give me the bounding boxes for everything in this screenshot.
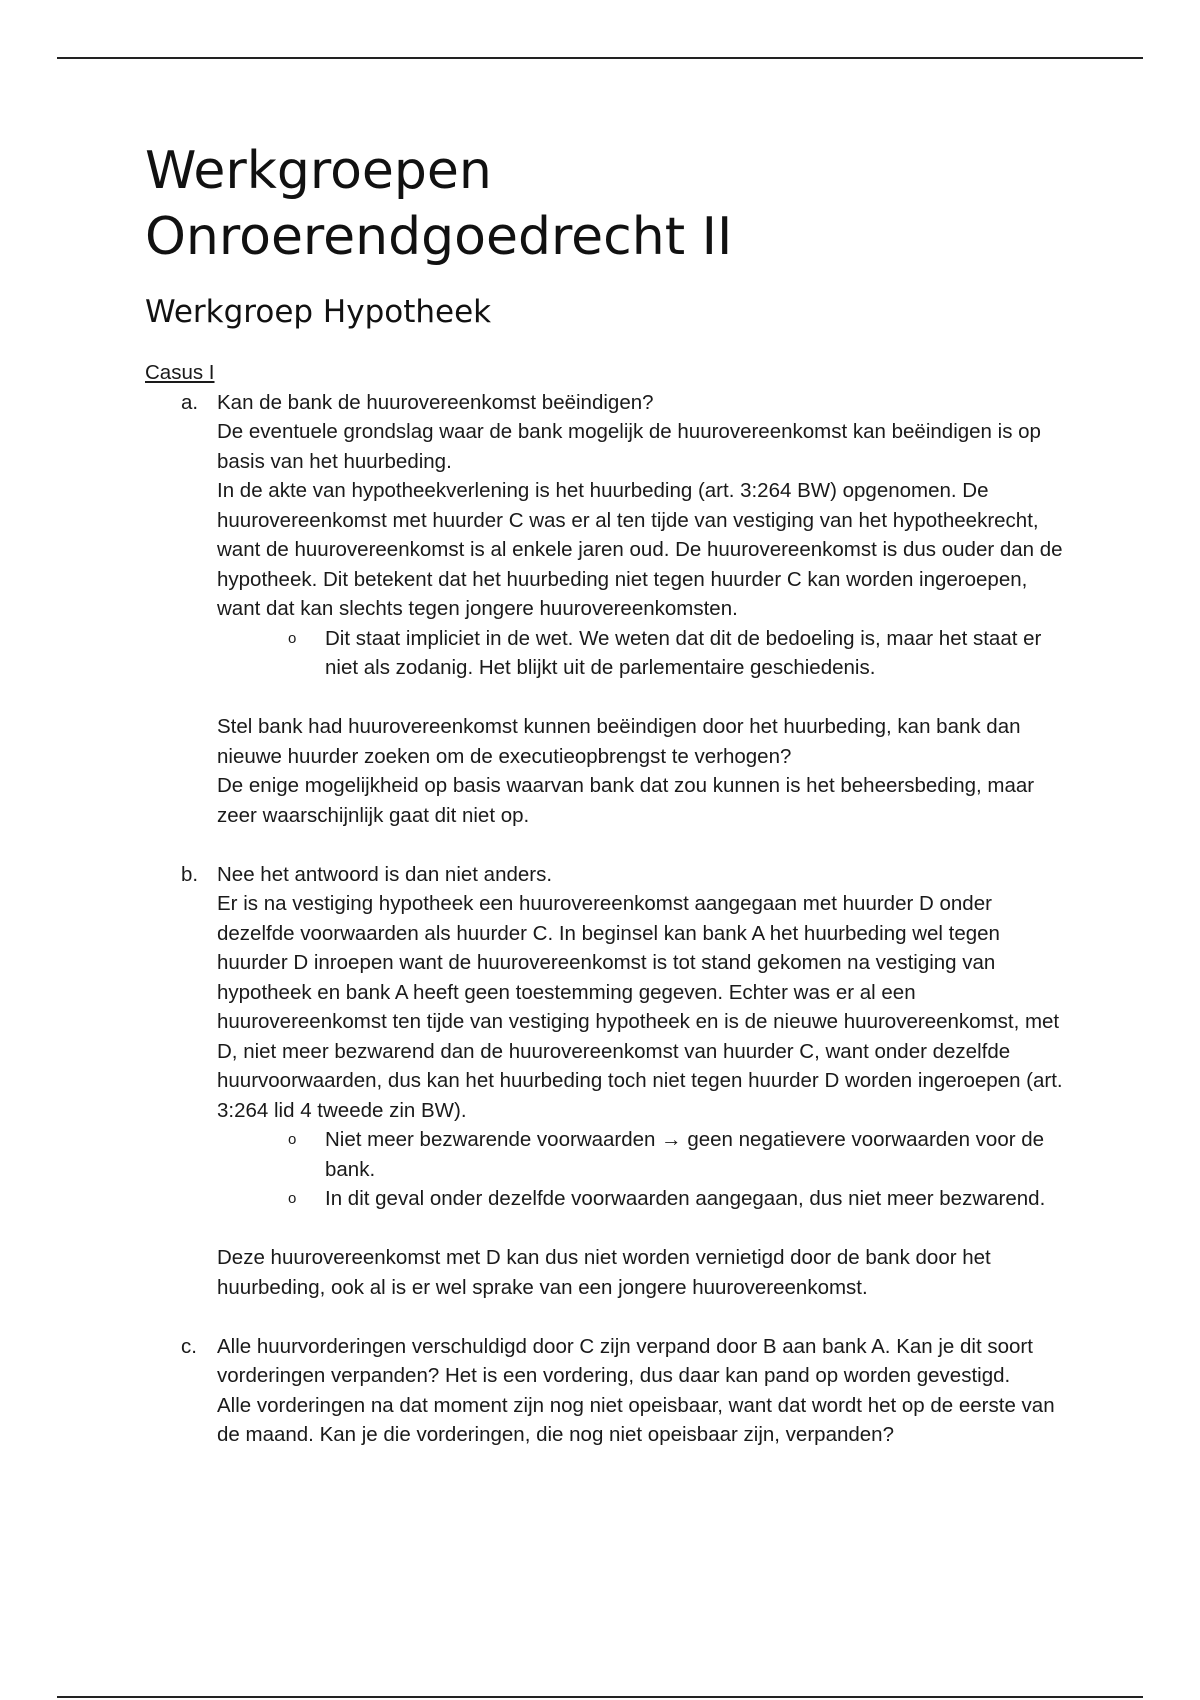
bullet-item-b-2 [145, 1184, 1065, 1214]
bullet-text-a-1: Dit staat impliciet in de wet. We weten dat dit de bedoeling is, maar het staat er niet als zodanig. Het blijkt uit de parlementaire geschiedenis. [325, 626, 1042, 679]
title-line-2: Onroerendgoedrecht II [145, 207, 733, 267]
bullet-item-b-1 [145, 1125, 1065, 1184]
bullet-icon: o [288, 1131, 297, 1148]
bullet-icon: o [288, 1190, 297, 1207]
list-item-b [145, 860, 1065, 1126]
paragraph-a-4: De enige mogelijkheid op basis waarvan bank dat zou kunnen is het beheersbeding, maar zeer waarschijnlijk gaat dit niet op. [217, 774, 1035, 827]
document-subtitle: Werkgroep Hypotheek [145, 294, 492, 330]
title-line-1: Werkgroepen [145, 141, 492, 201]
list-item-a-continued [145, 712, 1065, 830]
list-item-b-continued [145, 1243, 1065, 1302]
paragraph-a-2: In de akte van hypotheekverlening is het huurbeding (art. 3:264 BW) opgenomen. De huurovereenkomst met huurder C was er al ten tijde van vestiging van het hypotheekrecht, want de huurovereenkomst is al enkele jaren oud. De huurovereenkomst is dus ouder dan de hypotheek. Dit betekent dat het huurbeding niet tegen huurder C kan worden ingeroepen, want dat kan slechts tegen jongere huurovereenkomsten. [217, 479, 1063, 620]
footer-rule [57, 1696, 1143, 1698]
paragraph-b-2: Deze huurovereenkomst met D kan dus niet worden vernietigd door de bank door het huurbeding, ook al is er wel sprake van een jongere huurovereenkomst. [217, 1246, 991, 1299]
list-marker-c: c. [181, 1334, 197, 1358]
paragraph-c-2: Alle vorderingen na dat moment zijn nog niet opeisbaar, want dat wordt het op de eerste van de maand. Kan je die vorderingen, die nog niet opeisbaar zijn, verpanden? [217, 1393, 1055, 1446]
list-marker-b: b. [181, 862, 199, 886]
document-page [145, 138, 1065, 1450]
paragraph-b-1: Er is na vestiging hypotheek een huurovereenkomst aangegaan met huurder D onder dezelfde voorwaarden als huurder C. In beginsel kan bank A het huurbeding wel tegen huurder D inroepen want de huurovereenkomst is tot stand gekomen na vestiging van hypotheek en bank A heeft geen toestemming gegeven. Echter was er al een huurovereenkomst ten tijde van vestiging hypotheek en is de nieuwe huurovereenkomst, met D, niet meer bezwarend dan de huurovereenkomst van huurder C, want onder dezelfde huurvoorwaarden, dus kan het huurbeding toch niet tegen huurder D worden ingeroepen (art. 3:264 lid 4 tweede zin BW). [217, 892, 1063, 1122]
document-title [145, 138, 1065, 270]
document-body [145, 358, 1065, 1450]
list-marker-a: a. [181, 390, 199, 414]
bullet-text-b-2: In dit geval onder dezelfde voorwaarden aangegaan, dus niet meer bezwarend. [325, 1187, 1046, 1210]
list-item-c [145, 1332, 1065, 1450]
casus-heading: Casus I [145, 361, 215, 384]
answer-b: Nee het antwoord is dan niet anders. [217, 862, 553, 886]
list-item-a [145, 388, 1065, 624]
bullet-text-b-1: Niet meer bezwarende voorwaarden → geen negatievere voorwaarden voor de bank. [325, 1128, 1045, 1181]
bullet-item-a-1 [145, 624, 1065, 683]
paragraph-c-1: Alle huurvorderingen verschuldigd door C zijn verpand door B aan bank A. Kan je dit soort vorderingen verpanden? Het is een vordering, dus daar kan pand op worden gevestigd. [217, 1334, 1033, 1387]
bullet-icon: o [288, 629, 297, 647]
paragraph-a-3: Stel bank had huurovereenkomst kunnen beëindigen door het huurbeding, kan bank dan nieuwe huurder zoeken om de executieopbrengst te verhogen? [217, 715, 1021, 768]
header-rule [57, 57, 1143, 59]
question-a: Kan de bank de huurovereenkomst beëindigen? [217, 390, 654, 414]
paragraph-a-1: De eventuele grondslag waar de bank mogelijk de huurovereenkomst kan beëindigen is op basis van het huurbeding. [217, 420, 1041, 473]
